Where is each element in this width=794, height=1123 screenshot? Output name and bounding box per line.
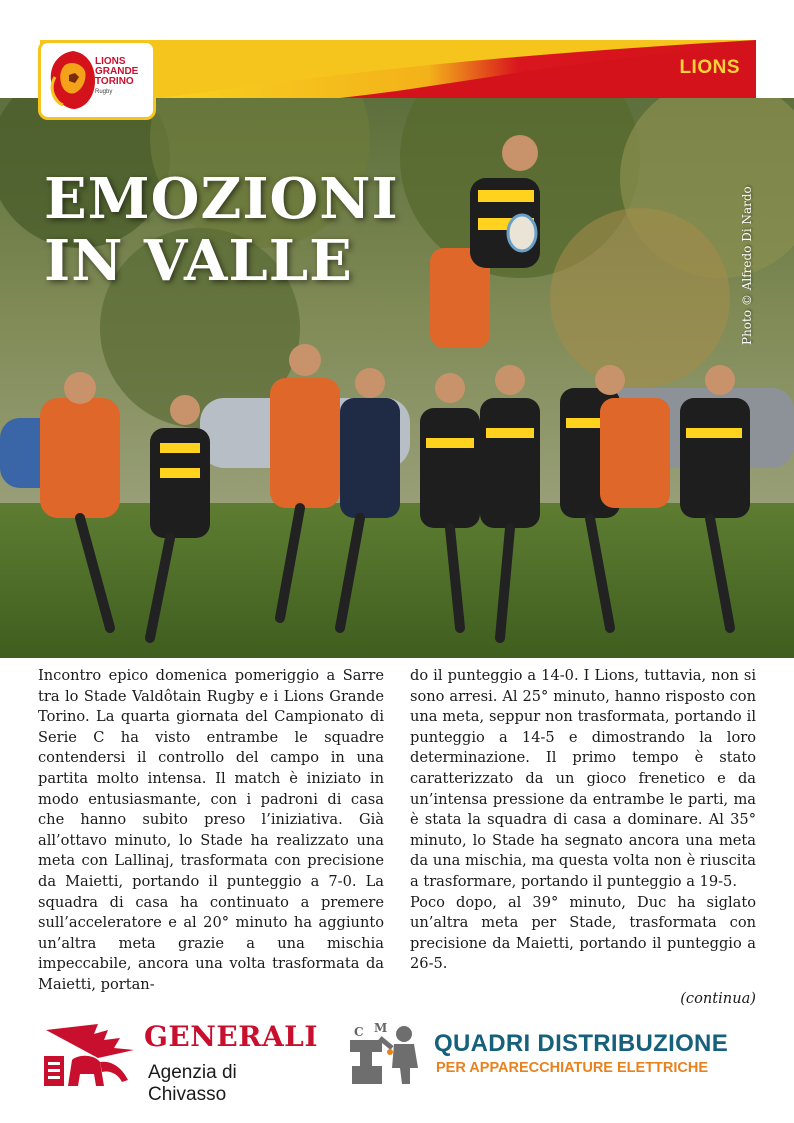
- quadri-subtitle: PER APPARECCHIATURE ELETTRICHE: [436, 1060, 709, 1076]
- lions-logo: [38, 40, 156, 120]
- svg-text:C: C: [354, 1025, 364, 1039]
- svg-text:M: M: [374, 1022, 388, 1035]
- headline-line-2: IN VALLE: [44, 228, 353, 294]
- article-paragraph: Poco dopo, al 39° minuto, Duc ha siglato un’altra meta per Stade, trasformata con precisione da Maietti, portando il punteggio a 26-5.: [410, 893, 756, 973]
- quadri-title: QUADRI DISTRIBUZIONE: [434, 1030, 728, 1057]
- logo-text: [95, 57, 153, 97]
- article-paragraph: do il punteggio a 14-0. I Lions, tuttavia, non si sono arresi. Al 25° minuto, hanno risposto con una meta, seppur non trasformata, portando il punteggio a 14-5 e dimostrando la loro determinazione. Il primo tempo è stato caratterizzato da un gioco frenetico e da un’intensa pressione da entrambe le parti, ma è stata la squadra di casa a dominare. Al 35° minuto, lo Stade ha segnato ancora una meta da una mischia, ma questa volta non è riuscita a trasformare, portando il punteggio a 19-5.: [410, 667, 756, 890]
- logo-subtitle: Rugby: [95, 89, 113, 95]
- continued-note: (continua): [680, 990, 756, 1007]
- winged-lion-icon: [38, 1020, 142, 1088]
- article-paragraph: Incontro epico domenica pomeriggio a Sarre tra lo Stade Valdôtain Rugby e i Lions Grande Torino. La quarta giornata del Campionato di Serie C ha visto entrambe le squadre contendersi il controllo del campo in una partita molto intensa. Il match è iniziato in modo entusiasmante, con i padroni di casa che hanno subito preso l’iniziativa. Già all’ottavo minuto, lo Stade ha realizzato una meta con Lallinaj, trasformata con precisione da Maietti, portando il punteggio a 7-0. La squadra di casa ha continuato a premere sull’acceleratore e al 20° minuto ha aggiunto un’altra meta grazie a una mischia impeccabile, ancora una volta trasformata da Maietti, portan-: [38, 667, 384, 993]
- generali-agency: Agenzia di Chivasso: [148, 1062, 237, 1105]
- section-tag: LIONS: [679, 57, 740, 78]
- lion-head-icon: [45, 47, 101, 113]
- article-column-2: [410, 666, 756, 1011]
- logo-line-torino: TORINO: [95, 76, 134, 87]
- generali-brand: GENERALI: [144, 1020, 318, 1053]
- quadri-ad: [350, 1020, 760, 1090]
- headline-line-1: EMOZIONI: [44, 166, 399, 232]
- article-column-1: [38, 666, 384, 1011]
- article-body: [38, 666, 756, 1011]
- headline: [44, 168, 424, 292]
- logo-line-lions: LIONS: [95, 56, 126, 67]
- blacksmith-anvil-icon: [350, 1022, 430, 1086]
- photo-credit: Photo © Alfredo Di Nardo: [740, 186, 754, 345]
- logo-line-grande: GRANDE: [95, 66, 139, 77]
- generali-ad: [38, 1020, 318, 1105]
